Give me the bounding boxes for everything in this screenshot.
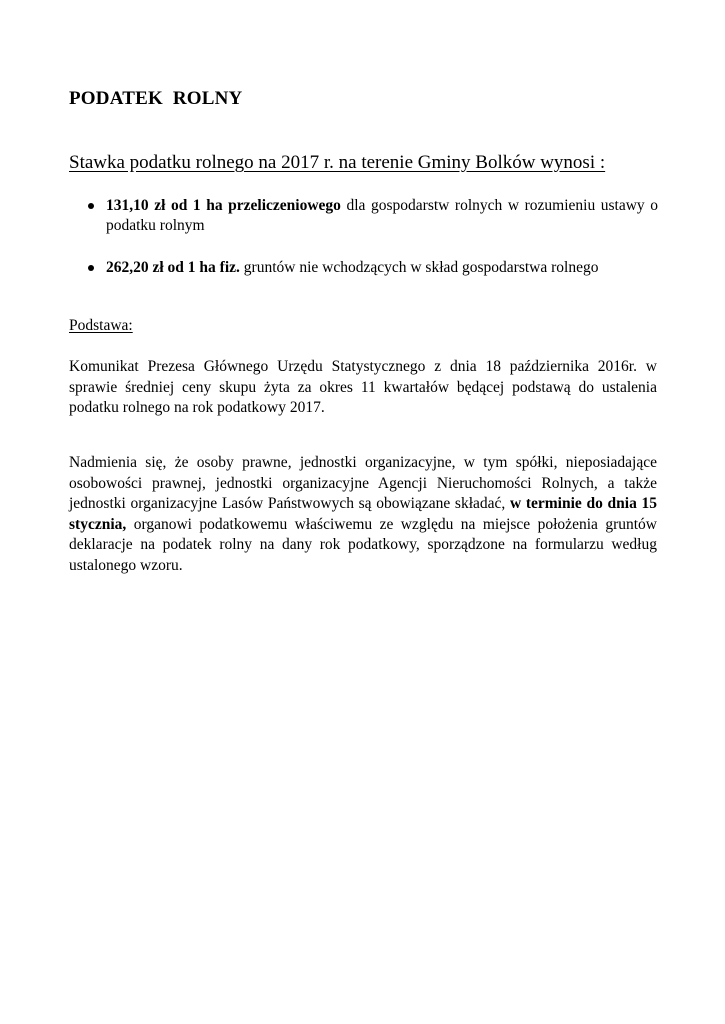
notice-text: organowi podatkowemu właściwemu ze względu na miejsce położenia gruntów deklaracje na podatek rolny na dany rok podatkowy, sporządzone na formularzu według ustalonego wzoru. [69, 515, 657, 574]
rate-amount: 131,10 zł od 1 ha przeliczeniowego [106, 197, 341, 214]
deadline-text: w terminie do dnia 15 stycznia, [69, 495, 658, 533]
document-title: PODATEK ROLNY [69, 88, 243, 109]
bullet-icon [88, 203, 94, 209]
list-item [88, 258, 658, 278]
rate-description: gruntów nie wchodzących w skład gospodarstwa rolnego [239, 259, 599, 276]
legal-basis-label: Podstawa: [69, 317, 133, 334]
list-item [88, 196, 658, 236]
rate-description: dla gospodarstw rolnych w rozumieniu ustawy o podatku rolnym [106, 197, 658, 234]
notice-text: Nadmienia się, że osoby prawne, jednostki organizacyjne, w tym spółki, nieposiadające osobowości prawnej, jednostki organizacyjne Agencji Nieruchomości Rolnych, a także jednostki organizacyjne Lasów Państwowych są obowiązane składać, [69, 454, 657, 512]
notice-paragraph [69, 453, 657, 576]
rate-amount: 262,20 zł od 1 ha fiz. [106, 259, 240, 276]
legal-basis-paragraph: Komunikat Prezesa Głównego Urzędu Statystycznego z dnia 18 października 2016r. w sprawie średniej ceny skupu żyta za okres 11 kwartałów będącej podstawą do ustalenia podatku rolnego na rok podatkowy 2017. [69, 358, 657, 416]
tax-rate-list [88, 196, 658, 278]
bullet-icon [88, 265, 94, 271]
tax-rate-heading: Stawka podatku rolnego na 2017 r. na terenie Gminy Bolków wynosi : [69, 152, 606, 173]
